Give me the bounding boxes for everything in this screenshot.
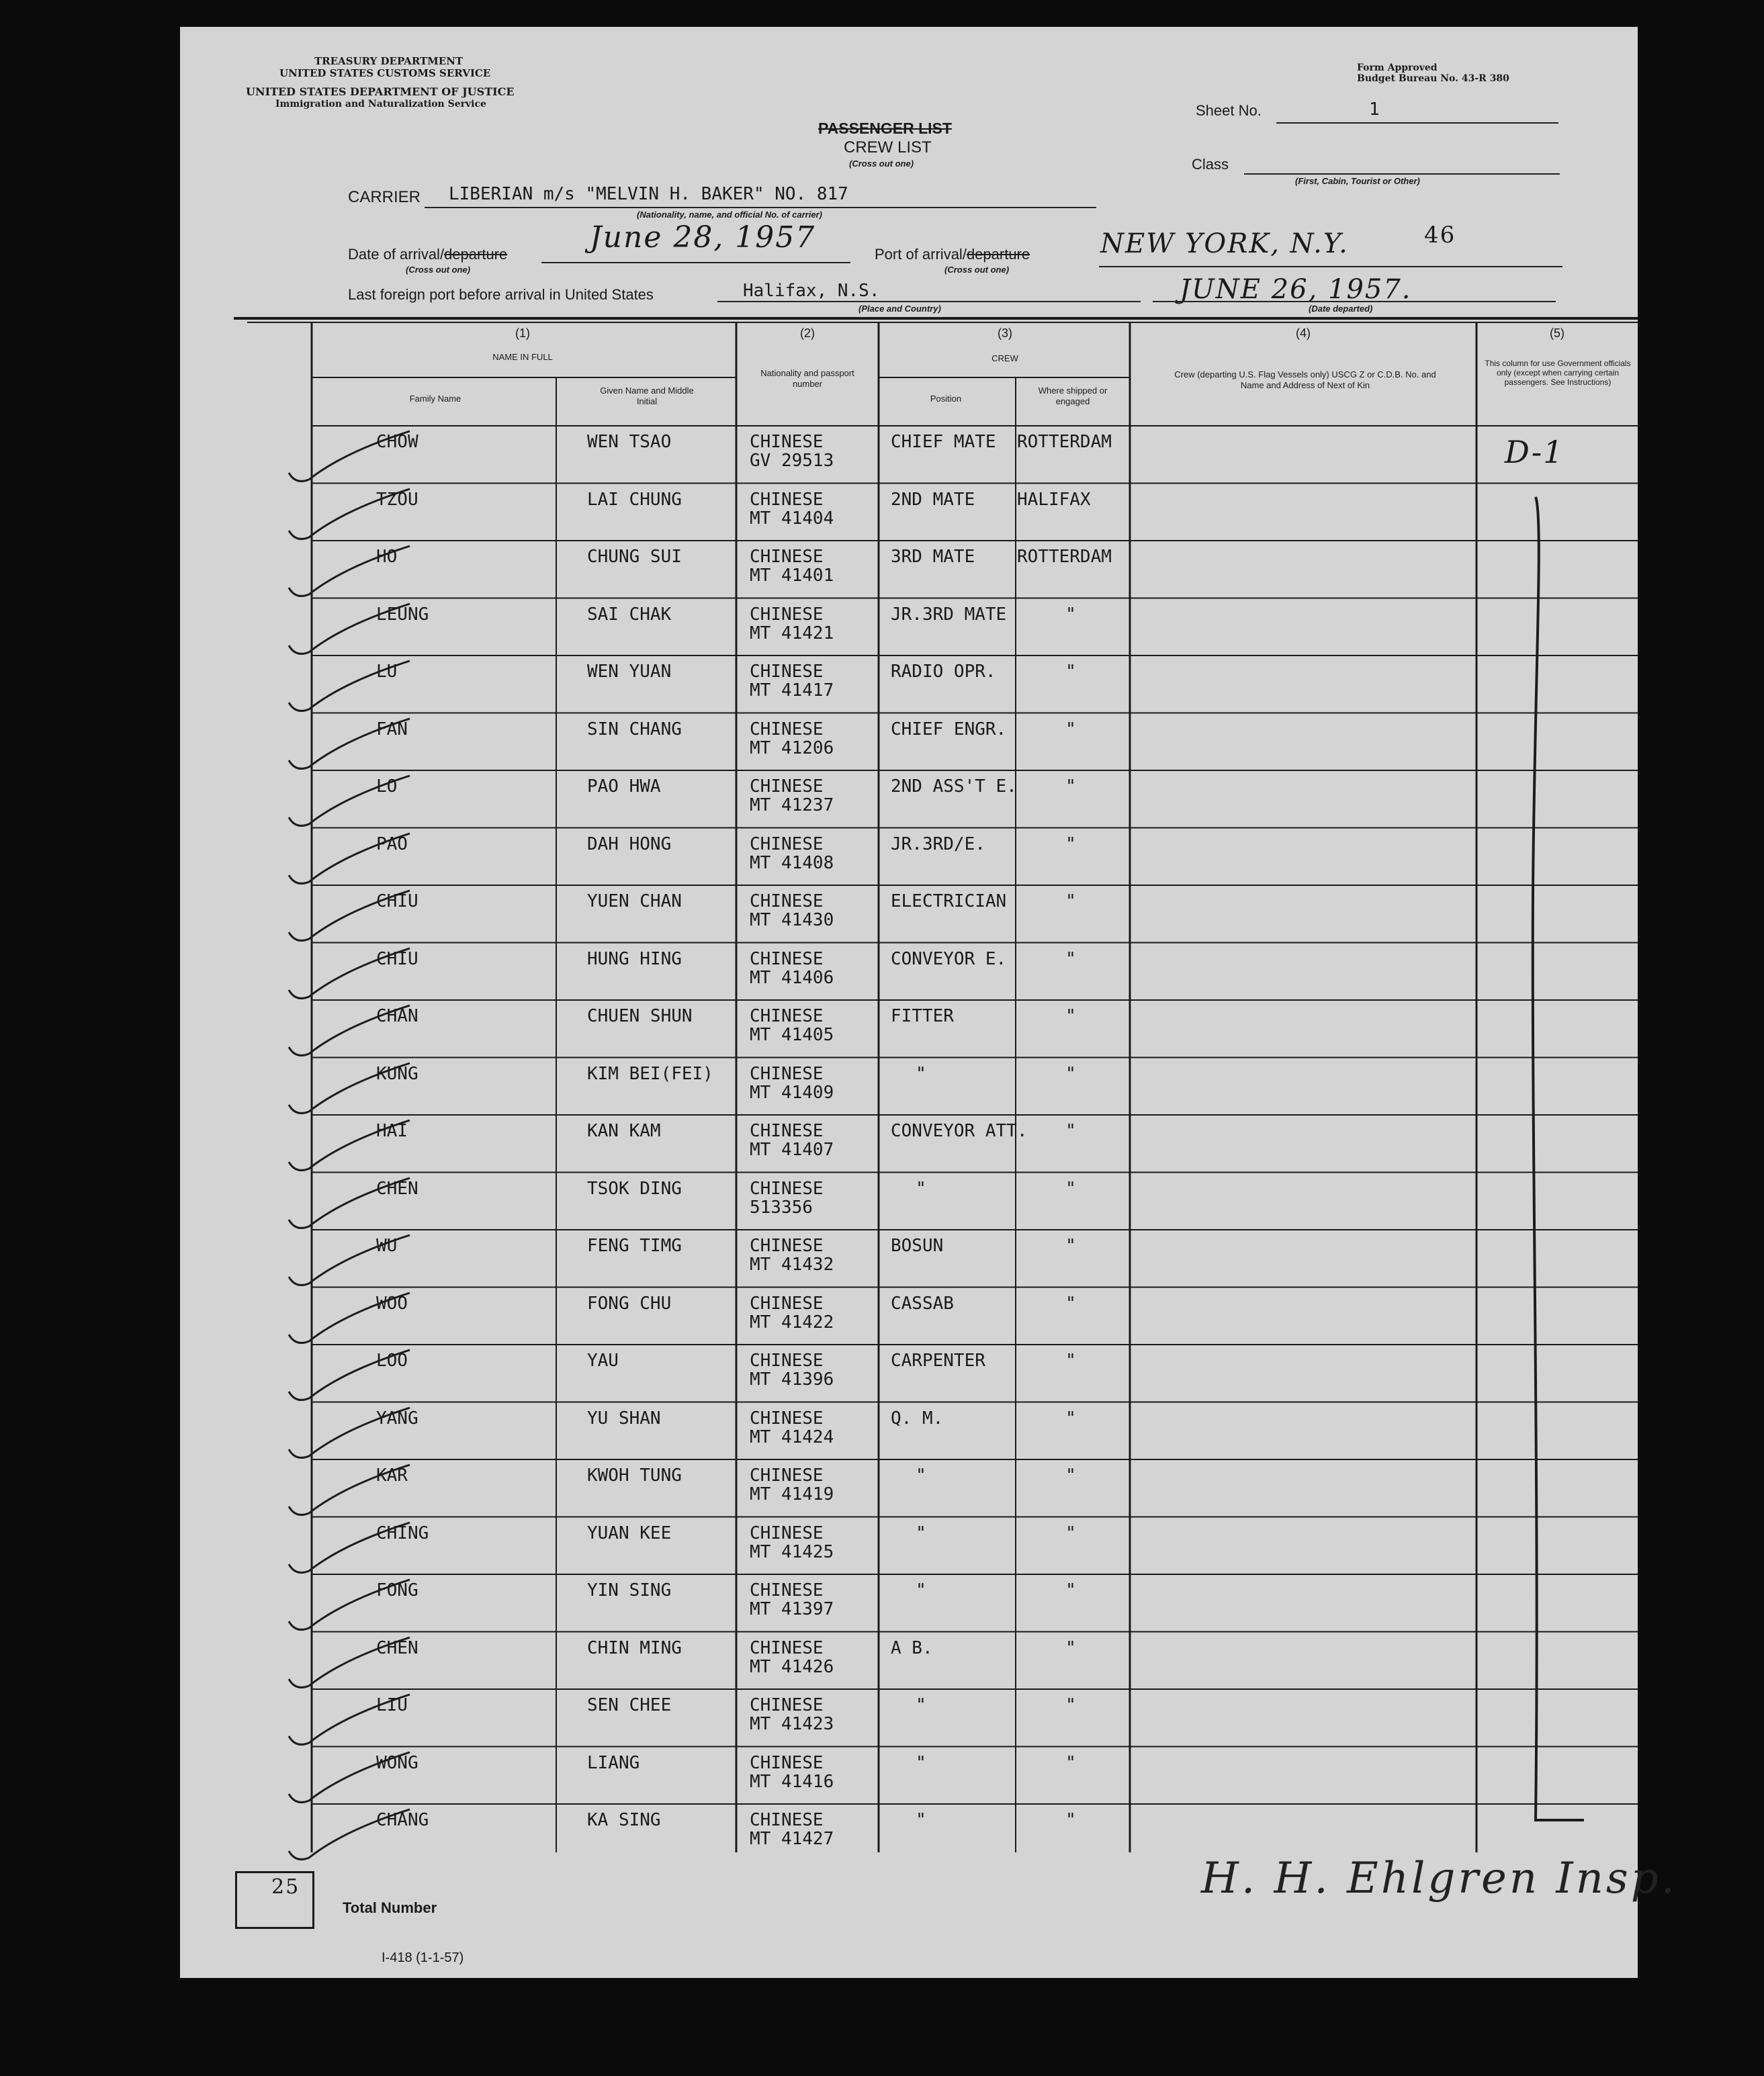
passport-number: MT 41417: [750, 680, 834, 701]
position: CONVEYOR ATT.: [891, 1121, 1028, 1141]
family-name: CHING: [376, 1523, 429, 1543]
position: FITTER: [891, 1006, 954, 1026]
check-mark-icon: [282, 1115, 416, 1175]
family-name: WONG: [376, 1752, 418, 1773]
col5-title: This column for use Government officials only (except when carrying certain passengers. See Instructions): [1485, 359, 1631, 387]
check-mark-icon: [282, 598, 416, 659]
given-name: WEN YUAN: [587, 662, 672, 682]
col3-title: CREW: [991, 353, 1018, 363]
passport-number: MT 41426: [750, 1656, 834, 1677]
passport-number: MT 41406: [750, 967, 834, 988]
family-name: CHEN: [376, 1178, 418, 1199]
nationality: CHINESE: [750, 891, 824, 911]
family-name: LO: [376, 776, 398, 797]
budget-bureau: Budget Bureau No. 43-R 380: [1357, 73, 1509, 84]
nationality: CHINESE: [750, 1810, 824, 1830]
col4-number: (4): [1296, 326, 1311, 340]
col2-title: Nationality and passport number: [760, 368, 854, 389]
family-name: HO: [376, 547, 398, 567]
col1-title: NAME IN FULL: [492, 352, 553, 362]
position: CASSAB: [891, 1293, 954, 1314]
date-departed-hint: (Date departed): [1309, 304, 1373, 314]
family-name: CHOW: [376, 432, 418, 452]
check-mark-icon: [282, 1288, 416, 1348]
nationality: CHINESE: [750, 1063, 824, 1084]
where-shipped: ": [1065, 948, 1076, 969]
given-name: YIN SING: [587, 1580, 672, 1600]
check-mark-icon: [282, 1402, 416, 1463]
where-shipped: ": [1065, 1408, 1076, 1429]
table-row: [180, 541, 1638, 598]
table-row: [180, 1345, 1638, 1402]
passport-number: 513356: [750, 1197, 813, 1218]
family-name: CHIU: [376, 948, 418, 969]
family-name: YANG: [376, 1408, 418, 1429]
table-row: [180, 1288, 1638, 1345]
table-row: [180, 1804, 1638, 1862]
table-row: [180, 1574, 1638, 1632]
govt-bracket: [1517, 490, 1597, 1867]
given-name: CHUEN SHUN: [587, 1006, 693, 1026]
given-name: YUEN CHAN: [587, 891, 682, 911]
check-mark-icon: [282, 1632, 416, 1693]
where-shipped: ": [1065, 1063, 1076, 1084]
passport-number: MT 41407: [750, 1140, 834, 1160]
where-shipped: ": [1065, 662, 1076, 682]
class-label: Class: [1192, 156, 1229, 173]
where-shipped: ": [1065, 1580, 1076, 1600]
nationality: CHINESE: [750, 1236, 824, 1256]
total-label: Total Number: [343, 1899, 437, 1916]
family-name: HAI: [376, 1121, 408, 1141]
family-name: FAN: [376, 719, 408, 739]
where-shipped: ": [1065, 1752, 1076, 1773]
where-shipped: ROTTERDAM: [1017, 547, 1112, 567]
inspector-signature: H. H. Ehlgren Insp.: [1201, 1854, 1678, 1903]
col1-given: Given Name and Middle Initial: [600, 386, 694, 406]
table-row: [180, 484, 1638, 541]
position: ": [916, 1695, 926, 1715]
where-shipped: ": [1065, 1121, 1076, 1141]
passport-number: MT 41237: [750, 795, 834, 815]
nationality: CHINESE: [750, 432, 824, 452]
given-name: HUNG HING: [587, 948, 682, 969]
position: ": [916, 1580, 926, 1600]
passport-number: MT 41404: [750, 508, 834, 529]
family-name: KUNG: [376, 1063, 418, 1084]
check-mark-icon: [282, 1804, 416, 1864]
treasury-department: TREASURY DEPARTMENT: [314, 55, 464, 67]
given-name: KAN KAM: [587, 1121, 661, 1141]
position: ": [916, 1178, 926, 1199]
given-name: PAO HWA: [587, 776, 661, 797]
form-number: I-418 (1-1-57): [382, 1950, 464, 1965]
nationality: CHINESE: [750, 662, 824, 682]
where-shipped: ": [1065, 1810, 1076, 1830]
table-row: [180, 1115, 1638, 1173]
date-of-arrival-label: Date of arrival/: [348, 246, 445, 263]
position: 2ND ASS'T E.: [891, 776, 1017, 797]
where-shipped: HALIFAX: [1017, 489, 1091, 510]
table-row: [180, 426, 1638, 484]
position: CHIEF MATE: [891, 432, 996, 452]
passport-number: MT 41206: [750, 737, 834, 758]
family-name: CHAN: [376, 1006, 418, 1026]
check-mark-icon: [282, 541, 416, 601]
check-mark-icon: [282, 1459, 416, 1520]
nationality: CHINESE: [750, 489, 824, 510]
check-mark-icon: [282, 1689, 416, 1750]
port-of-arrival-label: Port of arrival/: [875, 246, 967, 263]
form-approved: Form Approved: [1357, 62, 1438, 73]
passport-number: MT 41401: [750, 566, 834, 586]
given-name: YUAN KEE: [587, 1523, 672, 1543]
total-value: 25: [271, 1875, 300, 1899]
position: JR.3RD MATE: [891, 604, 1007, 625]
position: ELECTRICIAN: [891, 891, 1007, 911]
department-of-justice: UNITED STATES DEPARTMENT OF JUSTICE: [246, 85, 515, 98]
table-row: [180, 1000, 1638, 1058]
date-departed-value: JUNE 26, 1957.: [1180, 274, 1412, 305]
passport-number: MT 41432: [750, 1255, 834, 1275]
given-name: LAI CHUNG: [587, 489, 682, 510]
passport-number: MT 41423: [750, 1714, 834, 1734]
position: 3RD MATE: [891, 547, 975, 567]
given-name: SIN CHANG: [587, 719, 682, 739]
crew-list-form: [180, 27, 1678, 1978]
check-mark-icon: [282, 1345, 416, 1405]
check-mark-icon: [282, 1747, 416, 1807]
nationality: CHINESE: [750, 1523, 824, 1543]
passenger-list-struck: PASSENGER LIST: [818, 120, 952, 137]
nationality: CHINESE: [750, 1293, 824, 1314]
where-shipped: ROTTERDAM: [1017, 432, 1112, 452]
passport-number: MT 41424: [750, 1427, 834, 1447]
position: CARPENTER: [891, 1351, 985, 1371]
nationality: CHINESE: [750, 1465, 824, 1486]
where-shipped: ": [1065, 833, 1076, 854]
col3-position: Position: [930, 394, 962, 404]
given-name: LIANG: [587, 1752, 640, 1773]
passport-number: MT 41405: [750, 1025, 834, 1045]
port-of-arrival-value: NEW YORK, N.Y.: [1100, 228, 1349, 259]
position: ": [916, 1752, 926, 1773]
position: ": [916, 1465, 926, 1486]
nationality: CHINESE: [750, 1006, 824, 1026]
position: A B.: [891, 1637, 933, 1658]
sheet-value: 1: [1369, 99, 1380, 120]
family-name: LEUNG: [376, 604, 429, 625]
nationality: CHINESE: [750, 1637, 824, 1658]
where-shipped: ": [1065, 1637, 1076, 1658]
check-mark-icon: [282, 770, 416, 831]
given-name: KIM BEI(FEI): [587, 1063, 713, 1084]
passport-number: MT 41425: [750, 1541, 834, 1562]
nationality: CHINESE: [750, 1408, 824, 1429]
where-shipped: ": [1065, 1293, 1076, 1314]
govt-mark: D-1: [1505, 434, 1564, 470]
table-row: [180, 1517, 1638, 1575]
given-name: KWOH TUNG: [587, 1465, 682, 1486]
date-hint: (Cross out one): [406, 265, 471, 275]
where-shipped: ": [1065, 1006, 1076, 1026]
nationality: CHINESE: [750, 1752, 824, 1773]
check-mark-icon: [282, 943, 416, 1003]
position: Q. M.: [891, 1408, 944, 1429]
where-shipped: ": [1065, 1695, 1076, 1715]
given-name: WEN TSAO: [587, 432, 672, 452]
check-mark-icon: [282, 656, 416, 716]
port-hint: (Cross out one): [944, 265, 1010, 275]
col5-number: (5): [1550, 326, 1564, 340]
given-name: YAU: [587, 1351, 619, 1371]
table-row: [180, 713, 1638, 771]
family-name: WU: [376, 1236, 398, 1256]
nationality: CHINESE: [750, 1695, 824, 1715]
check-mark-icon: [282, 1058, 416, 1118]
place-hint: (Place and Country): [858, 304, 941, 314]
nationality: CHINESE: [750, 1351, 824, 1371]
last-port-value: Halifax, N.S.: [743, 281, 880, 301]
table-row: [180, 943, 1638, 1001]
table-row: [180, 770, 1638, 828]
family-name: PAO: [376, 833, 408, 854]
where-shipped: ": [1065, 891, 1076, 911]
given-name: SEN CHEE: [587, 1695, 672, 1715]
nationality: CHINESE: [750, 1580, 824, 1600]
class-hint: (First, Cabin, Tourist or Other): [1295, 176, 1420, 186]
family-name: WOO: [376, 1293, 408, 1314]
position: CHIEF ENGR.: [891, 719, 1007, 739]
where-shipped: ": [1065, 719, 1076, 739]
nationality: CHINESE: [750, 547, 824, 567]
table-row: [180, 1689, 1638, 1747]
check-mark-icon: [282, 426, 416, 486]
col1-number: (1): [515, 326, 530, 340]
passport-number: MT 41430: [750, 910, 834, 930]
table-row: [180, 656, 1638, 713]
table-row: [180, 1230, 1638, 1288]
margin-number: 46: [1424, 222, 1456, 249]
family-name: LOO: [376, 1351, 408, 1371]
position: BOSUN: [891, 1236, 944, 1256]
immigration-service: Immigration and Naturalization Service: [275, 99, 486, 109]
family-name: CHEN: [376, 1637, 418, 1658]
departure-struck: departure: [444, 246, 508, 263]
passport-number: MT 41422: [750, 1312, 834, 1333]
check-mark-icon: [282, 713, 416, 774]
table-row: [180, 1632, 1638, 1690]
given-name: KA SING: [587, 1810, 661, 1830]
given-name: CHIN MING: [587, 1637, 682, 1658]
passport-number: MT 41419: [750, 1484, 834, 1504]
table-row: [180, 885, 1638, 943]
col2-number: (2): [800, 326, 815, 340]
table-row: [180, 1459, 1638, 1517]
check-mark-icon: [282, 1173, 416, 1233]
nationality: CHINESE: [750, 833, 824, 854]
check-mark-icon: [282, 1574, 416, 1635]
given-name: CHUNG SUI: [587, 547, 682, 567]
table-row: [180, 598, 1638, 656]
passport-number: GV 29513: [750, 451, 834, 471]
list-type-hint: (Cross out one): [849, 159, 914, 169]
where-shipped: ": [1065, 1523, 1076, 1543]
passport-number: MT 41427: [750, 1829, 834, 1849]
col3-number: (3): [998, 326, 1012, 340]
passport-number: MT 41421: [750, 623, 834, 643]
where-shipped: ": [1065, 1236, 1076, 1256]
passport-number: MT 41416: [750, 1771, 834, 1792]
nationality: CHINESE: [750, 604, 824, 625]
carrier-value: LIBERIAN m/s "MELVIN H. BAKER" NO. 817: [449, 184, 848, 204]
given-name: FENG TIMG: [587, 1236, 682, 1256]
carrier-hint: (Nationality, name, and official No. of carrier): [637, 210, 822, 220]
position: RADIO OPR.: [891, 662, 996, 682]
where-shipped: ": [1065, 1351, 1076, 1371]
passport-number: MT 41409: [750, 1082, 834, 1103]
where-shipped: ": [1065, 1465, 1076, 1486]
given-name: YU SHAN: [587, 1408, 661, 1429]
passport-number: MT 41408: [750, 852, 834, 873]
passport-number: MT 41397: [750, 1599, 834, 1619]
table-row: [180, 828, 1638, 886]
family-name: FONG: [376, 1580, 418, 1600]
position: 2ND MATE: [891, 489, 975, 510]
given-name: DAH HONG: [587, 833, 672, 854]
check-mark-icon: [282, 1517, 416, 1578]
nationality: CHINESE: [750, 1121, 824, 1141]
crew-list-title: CREW LIST: [844, 138, 932, 156]
where-shipped: ": [1065, 776, 1076, 797]
nationality: CHINESE: [750, 1178, 824, 1199]
family-name: LU: [376, 662, 398, 682]
passport-number: MT 41396: [750, 1369, 834, 1390]
where-shipped: ": [1065, 1178, 1076, 1199]
date-of-arrival-value: June 28, 1957: [590, 220, 816, 255]
last-port-label: Last foreign port before arrival in United States: [348, 286, 654, 303]
position: ": [916, 1523, 926, 1543]
position: CONVEYOR E.: [891, 948, 1007, 969]
given-name: SAI CHAK: [587, 604, 672, 625]
where-shipped: ": [1065, 604, 1076, 625]
check-mark-icon: [282, 828, 416, 889]
position: JR.3RD/E.: [891, 833, 985, 854]
family-name: CHIU: [376, 891, 418, 911]
family-name: CHANG: [376, 1810, 429, 1830]
table-row: [180, 1058, 1638, 1116]
position: ": [916, 1063, 926, 1084]
family-name: TZOU: [376, 489, 418, 510]
customs-service: UNITED STATES CUSTOMS SERVICE: [279, 67, 491, 79]
nationality: CHINESE: [750, 948, 824, 969]
check-mark-icon: [282, 484, 416, 544]
col1-family: Family Name: [409, 394, 461, 404]
check-mark-icon: [282, 1230, 416, 1290]
position: ": [916, 1810, 926, 1830]
family-name: KAR: [376, 1465, 408, 1486]
check-mark-icon: [282, 885, 416, 946]
carrier-label: CARRIER: [348, 188, 421, 206]
table-row: [180, 1173, 1638, 1230]
given-name: FONG CHU: [587, 1293, 672, 1314]
sheet-label: Sheet No.: [1196, 102, 1262, 119]
port-departure-struck: departure: [966, 246, 1030, 263]
check-mark-icon: [282, 1000, 416, 1060]
given-name: TSOK DING: [587, 1178, 682, 1199]
family-name: LIU: [376, 1695, 408, 1715]
nationality: CHINESE: [750, 776, 824, 797]
col3-shipped: Where shipped or engaged: [1038, 386, 1108, 406]
table-row: [180, 1402, 1638, 1460]
nationality: CHINESE: [750, 719, 824, 739]
table-row: [180, 1747, 1638, 1805]
col4-title: Crew (departing U.S. Flag Vessels only) USCG Z or C.D.B. No. and Name and Address of Next of Kin: [1174, 369, 1436, 390]
